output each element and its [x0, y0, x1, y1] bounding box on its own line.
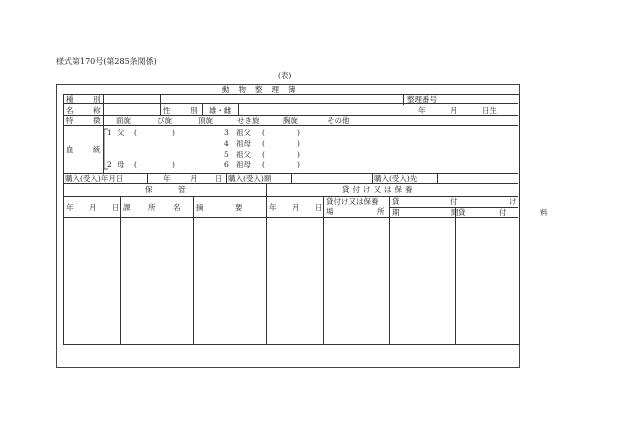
pedigree-row-5-number: 5	[224, 150, 229, 159]
rule	[63, 125, 518, 126]
rule	[147, 173, 148, 183]
pedigree-row-4-number: 4	[224, 139, 229, 148]
pedigree-row-1-open: (	[134, 128, 137, 137]
pedigree-row-4-close: )	[297, 139, 300, 148]
chest-whorl-label: 胸旋	[283, 116, 298, 125]
purchase-amount-label: 購入(受入)額	[228, 174, 272, 183]
pedigree-row-4-relation: 祖母	[236, 139, 251, 148]
pedigree-row-1-relation: 父	[117, 128, 125, 137]
features-label: 特 徴	[66, 116, 107, 125]
rule	[266, 183, 267, 344]
purchase-day-label: 日	[215, 174, 223, 183]
crown-whorl-label: 頂旋	[198, 116, 213, 125]
birth-year-label: 年	[418, 106, 426, 115]
birth-month-label: 月	[450, 106, 458, 115]
pedigree-row-5-open: (	[262, 150, 265, 159]
rule	[291, 173, 292, 183]
rule	[372, 173, 373, 183]
ledger-title: 動物整理簿	[222, 85, 305, 94]
purchase-date-label: 購入(受入)年月日	[65, 174, 124, 183]
rule	[323, 196, 324, 344]
rule	[238, 104, 239, 115]
sex-options: 雄・雌	[209, 106, 232, 115]
loan-period-header-line2: 期 間	[392, 208, 481, 217]
rule	[160, 94, 161, 115]
purchase-year-label: 年	[163, 174, 171, 183]
pedigree-row-3-close: )	[297, 128, 300, 137]
pedigree-row-2-close: )	[172, 160, 175, 169]
rule	[226, 173, 227, 183]
loan-section-title: 貸付け又は保養	[342, 185, 416, 194]
loan-period-header-3: け	[509, 197, 517, 206]
face-whorl-label: 面旋	[116, 116, 131, 125]
registration-number-label: 整理番号	[407, 95, 437, 104]
pedigree-row-2-relation: 母	[117, 160, 125, 169]
pedigree-row-1-close: )	[172, 128, 175, 137]
pedigree-row-3-open: (	[262, 128, 265, 137]
pedigree-row-6-open: (	[262, 160, 265, 169]
pedigree-row-2-open: (	[134, 160, 137, 169]
birth-day-label: 日生	[482, 106, 497, 115]
summary-header: 摘 要	[196, 203, 255, 212]
sex-label: 性 別	[163, 106, 204, 115]
rule	[63, 103, 518, 104]
pedigree-row-6-close: )	[297, 160, 300, 169]
pedigree-row-5-close: )	[297, 150, 300, 159]
pedigree-row-6-relation: 祖母	[236, 160, 251, 169]
custody-section-title: 保 管	[145, 185, 195, 194]
rule	[455, 207, 456, 344]
rule	[389, 196, 390, 344]
loan-place-header-line2: 場 所	[326, 207, 403, 216]
rule	[437, 173, 438, 183]
pedigree-row-4-open: (	[262, 139, 265, 148]
pedigree-row-3-number: 3	[224, 128, 229, 137]
rule	[120, 196, 121, 344]
name-label: 名 称	[66, 106, 107, 115]
loan-period-header-1: 貸	[392, 197, 400, 206]
species-label: 種 別	[66, 95, 107, 104]
pedigree-row-6-number: 6	[224, 160, 229, 169]
rule	[403, 94, 404, 105]
back-whorl-label: せき旋	[237, 116, 260, 125]
pedigree-row-1-number: 1	[107, 128, 112, 137]
pedigree-label: 血 統	[66, 145, 107, 154]
side-label: (表)	[278, 71, 292, 80]
ledger-table	[63, 94, 520, 345]
eye-whorl-label: び旋	[157, 116, 172, 125]
rule	[63, 217, 518, 218]
department-header: 課 所 名	[123, 203, 186, 212]
pedigree-row-5-relation: 祖父	[236, 150, 251, 159]
pedigree-row-3-relation: 祖父	[236, 128, 251, 137]
others-label: その他	[327, 116, 350, 125]
loan-place-header-line1: 貸付け又は保養	[326, 197, 379, 206]
pedigree-row-2-number: 2	[107, 160, 112, 169]
loan-date-header: 年 月 日	[269, 203, 327, 212]
purchase-month-label: 月	[190, 174, 198, 183]
rule	[193, 196, 194, 344]
purchase-source-label: 購入(受入)先	[374, 174, 418, 183]
form-reference: 様式第170号(第285条関係)	[56, 57, 157, 66]
loan-period-header-2: 付	[450, 197, 458, 206]
rule	[63, 183, 518, 184]
custody-date-header: 年 月 日	[66, 203, 124, 212]
loan-fee-header: 貸 付 料	[458, 208, 561, 217]
